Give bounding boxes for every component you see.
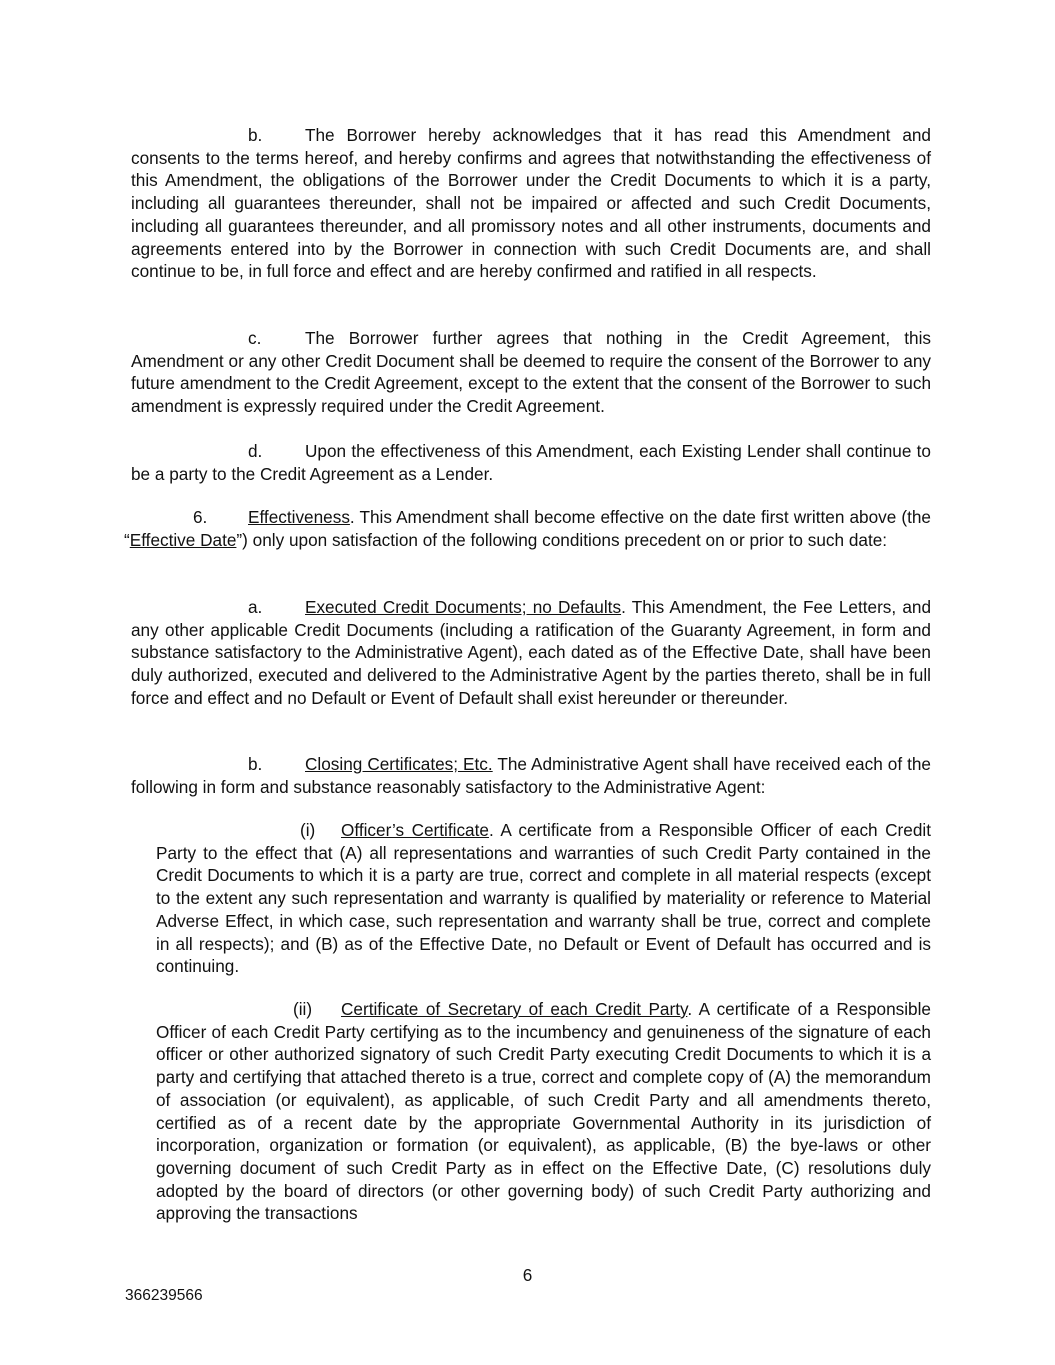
paragraph-text: The Borrower further agrees that nothing in the Credit Agreement, this Amendment or any other Credit Document shall be deemed to require the consent of the Borrower to any future amendment to the Credit Agreement, except to the extent that the consent of the Borrower to such amendment is expressly required under the Credit Agreement. (131, 328, 931, 417)
section-text: . This Amendment shall become effective on the date first written above (the “ (124, 507, 931, 550)
paragraph-6b (131, 753, 931, 798)
subparagraph-6b-i (156, 819, 931, 978)
section-number: 6. (193, 507, 208, 527)
subparagraph-heading: Certificate of Secretary of each Credit Party (341, 999, 688, 1019)
paragraph-marker: d. (248, 441, 263, 461)
paragraph-marker: b. (248, 125, 263, 145)
subparagraph-6b-ii (156, 998, 931, 1225)
paragraph-text: The Borrower hereby acknowledges that it has read this Amendment and consents to the terms hereof, and hereby confirms and agrees that notwithstanding the effectiveness of this Amendment, the obligations of the Borrower under the Credit Documents to which it is a party, including all guarantees thereunder, shall not be impaired or affected and such Credit Documents, including all guarantees thereunder, and all promissory notes and all other instruments, documents and agreements entered into by the Borrower in connection with such Credit Documents are, and shall continue to be, in full force and effect and are hereby confirmed and ratified in all respects. (131, 125, 931, 282)
section-text-continued: ”) only upon satisfaction of the following conditions precedent on or prior to such date: (236, 529, 888, 550)
section-heading: Effectiveness (248, 507, 350, 527)
paragraph-marker: c. (248, 328, 262, 348)
document-id: 366239566 (125, 1287, 203, 1304)
subparagraph-heading: Officer’s Certificate (341, 820, 489, 840)
page-number: 6 (522, 1265, 533, 1285)
paragraph-heading: Executed Credit Documents; no Defaults (305, 597, 622, 617)
paragraph-5d (131, 440, 931, 485)
paragraph-text: Upon the effectiveness of this Amendment, each Existing Lender shall continue to be a party to the Credit Agreement as a Lender. (131, 441, 931, 484)
subparagraph-marker: (i) (300, 820, 316, 840)
subparagraph-text: . A certificate from a Responsible Officer of each Credit Party to the effect that (A) all representations and warranties of such Credit Party contained in the Credit Documents to which it is a party are true, correct and complete in all material respects (except to the extent any such representation and warranty is qualified by materiality or reference to Material Adverse Effect, in which case, such representation and warranty shall be true, correct and complete in all respects); and (B) as of the Effective Date, no Default or Event of Default has occurred and is continuing. (156, 820, 931, 977)
section-6-effectiveness (124, 506, 931, 551)
paragraph-5c (131, 327, 931, 418)
paragraph-marker: b. (248, 754, 263, 774)
subparagraph-marker: (ii) (293, 999, 313, 1019)
paragraph-text: The Administrative Agent shall have received each of the following in form and substance reasonably satisfactory to the Administrative Agent: (131, 754, 931, 797)
paragraph-heading: Closing Certificates; Etc. (305, 754, 493, 774)
paragraph-marker: a. (248, 597, 263, 617)
defined-term: Effective Date (129, 529, 237, 550)
paragraph-6a (131, 596, 931, 710)
paragraph-5b (131, 124, 931, 283)
paragraph-text: . This Amendment, the Fee Letters, and any other applicable Credit Documents (including a ratification of the Guaranty Agreement, in form and substance satisfactory to the Administrative Agent), each dated as of the Effective Date, shall have been duly authorized, executed and delivered to the Administrative Agent by the parties thereto, shall be in full force and effect and no Default or Event of Default shall exist hereunder or thereunder. (131, 597, 932, 708)
subparagraph-text: . A certificate of a Responsible Officer of each Credit Party certifying as to the incumbency and genuineness of the signature of each officer or other authorized signatory of such Credit Party executing Credit Documents to which it is a party and certifying that attached thereto is a true, correct and complete copy of (A) the memorandum of association (or equivalent), as applicable, of such Credit Party and all amendments thereto, certified as of a recent date by the appropriate Governmental Authority in its jurisdiction of incorporation, organization or formation (or equivalent), as applicable, (B) the bye-laws or other governing document of such Credit Party as in effect on the Effective Date, (C) resolutions duly adopted by the board of directors (or other governing body) of such Credit Party authorizing and approving the transactions (156, 999, 931, 1224)
